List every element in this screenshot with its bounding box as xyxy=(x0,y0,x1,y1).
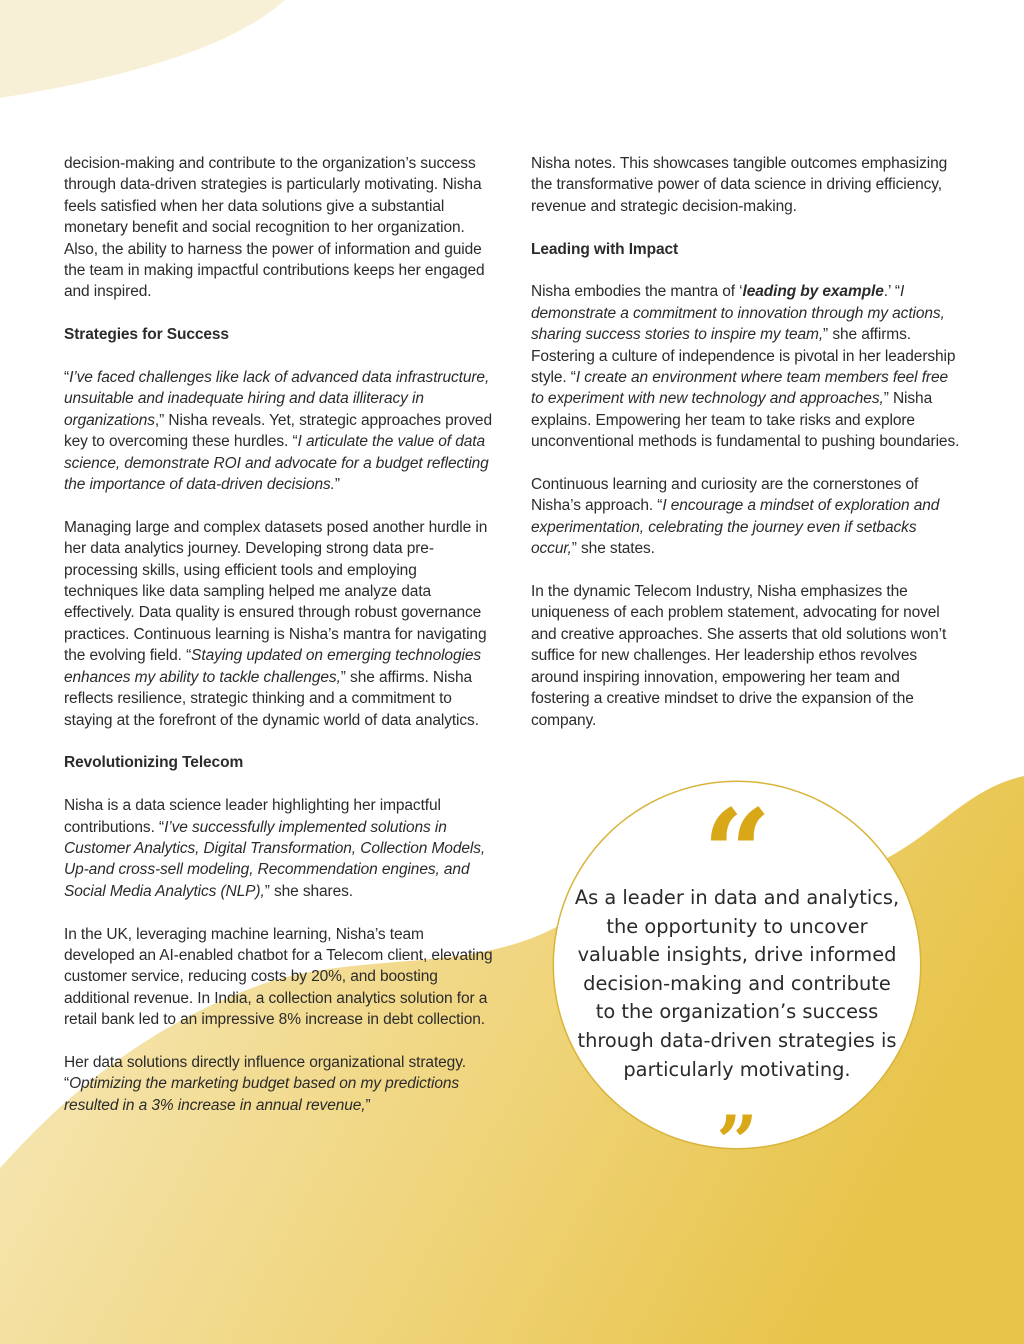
pull-quote-text: As a leader in data and analytics, the opportunity to uncover valuable insights, drive informed decision-making and contribute to the organization’s success through data-driven strategies is particularly motivating. xyxy=(574,886,900,1081)
paragraph: Nisha embodies the mantra of ‘leading by example.’ “I demonstrate a commitment to innovation through my actions, sharing success stories to inspire my team,” she affirms. Fostering a culture of independence is pivotal in her leadership style. “I create an environment where team members feel free to experiment with new technology and approaches,” Nisha explains. Empowering her team to take risks and explore unconventional methods is fundamental to pushing boundaries. xyxy=(531,283,960,451)
paragraph: Nisha notes. This showcases tangible outcomes emphasizing the transformative power of data science in driving efficiency, revenue and strategic decision-making. xyxy=(531,155,948,215)
section-heading: Leading with Impact xyxy=(531,240,679,258)
open-quote-icon: “ xyxy=(702,783,772,924)
top-left-cream-shape xyxy=(0,0,285,98)
paragraph: decision-making and contribute to the organization’s success through data-driven strategies is particularly motivating. Nisha feels satisfied when her data solutions give a substantial monetary benefit and social recognition to her organization. Also, the ability to harness the power of information and guide the team in making impactful contributions keeps her engaged and inspired. xyxy=(64,155,485,301)
paragraph: Her data solutions directly influence organizational strategy. “Optimizing the marketing budget based on my predictions resulted in a 3% increase in annual revenue,” xyxy=(64,1053,466,1114)
pull-quote xyxy=(556,783,918,1184)
paragraph: Nisha is a data science leader highlighting her impactful contributions. “I’ve successfully implemented solutions in Customer Analytics, Digital Transformation, Collection Models, Up-and cross-sell modeling, Recommendation engines, and Social Media Analytics (NLP),” she shares. xyxy=(64,797,486,900)
section-heading: Strategies for Success xyxy=(64,326,229,344)
paragraph: In the UK, leveraging machine learning, Nisha’s team developed an AI-enabled chatbot for a Telecom client, elevating customer service, reducing costs by 20%, and boosting additional revenue. In India, a collection analytics solution for a retail bank led to an impressive 8% increase in debt collection. xyxy=(64,925,493,1029)
close-quote-icon: ” xyxy=(716,1099,758,1184)
section-heading: Revolutionizing Telecom xyxy=(64,754,244,772)
paragraph: In the dynamic Telecom Industry, Nisha emphasizes the uniqueness of each problem statement, advocating for novel and creative approaches. She asserts that old solutions won’t suffice for new challenges. Her leadership ethos revolves around inspiring innovation, empowering her team and fostering a creative mindset to drive the expansion of the company. xyxy=(531,583,947,729)
paragraph: Continuous learning and curiosity are the cornerstones of Nisha’s approach. “I encourage a mindset of exploration and experimentation, celebrating the journey even if setbacks occur,” she states. xyxy=(531,476,940,558)
right-column xyxy=(531,153,961,752)
left-column xyxy=(64,153,494,1138)
paragraph: Managing large and complex datasets posed another hurdle in her data analytics journey. Developing strong data pre-processing skills, using efficient tools and employing techniques like data sampling helped me analyze data effectively. Data quality is ensured through robust governance practices. Continuous learning is Nisha’s mantra for navigating the evolving field. “Staying updated on emerging technologies enhances my ability to tackle challenges,” she affirms. Nisha reflects resilience, strategic thinking and a commitment to staying at the forefront of the dynamic world of data analytics. xyxy=(64,518,488,729)
paragraph: “I’ve faced challenges like lack of advanced data infrastructure, unsuitable and inadequate hiring and data illiteracy in organizations,” Nisha reveals. Yet, strategic approaches proved key to overcoming these hurdles. “I articulate the value of data science, demonstrate ROI and advocate for a budget reflecting the importance of data-driven decisions.” xyxy=(64,369,492,494)
